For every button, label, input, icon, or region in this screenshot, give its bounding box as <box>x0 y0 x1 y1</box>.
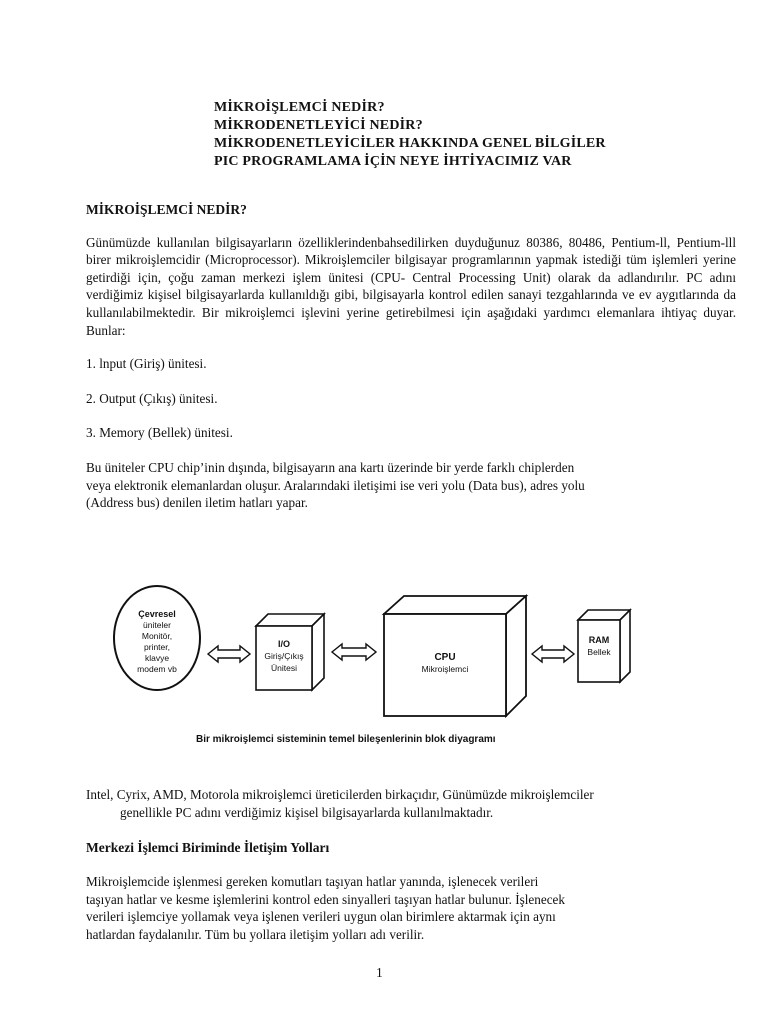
paragraph-line-indented: genellikle PC adını verdiğimiz kişisel bilgisayarlarda kullanılmaktadır. <box>120 804 494 820</box>
paragraph-line: Intel, Cyrix, AMD, Motorola mikroişlemci üreticilerden birkaçıdır, Günümüzde mikroişlemciler <box>86 787 594 802</box>
peripheral-label-3: Monitör, <box>141 631 173 641</box>
list-item-input: 1. lnput (Giriş) ünitesi. <box>86 356 207 372</box>
intro-paragraph: Günümüzde kullanılan bilgisayarların özelliklerindenbahsedilirken duyduğunuz 80386, 80486, Pentium-ll, Pentium-lll birer mikroişlemcidir (Microprocessor). Mikroişlemciler bilgisayar programlarının yapmak istediği tüm işlemleri yerine getirdiği için, çoğu zaman merkezi işlem ünitesi (CPU- Central Processing Unit) olarak da adlandırılır. PC adını verdiğimiz kişisel bilgisayarlarda kullanıldığı gibi, bilgisayarla kontrol edilen sanayi tezgahlarında ve ev aygıtlarında da kullanılabilmektedir. Bir mikroişlemci işlevini yerine getirebilmesi için aşağıdaki yardımcı elemanlara ihtiyaç duyar. Bunlar: <box>86 234 736 338</box>
peripheral-label-5: klavye <box>144 653 170 663</box>
title-line-3: MİKRODENETLEYİCİLER HAKKINDA GENEL BİLGİLER <box>214 136 606 151</box>
title-line-1: MİKROİŞLEMCİ NEDİR? <box>214 100 385 115</box>
block-diagram-svg <box>112 584 642 750</box>
title-line-2: MİKRODENETLEYİCİ NEDİR? <box>214 118 423 133</box>
peripheral-label-2: üniteler <box>143 620 171 630</box>
block-diagram <box>112 584 642 750</box>
paragraph-line: hatlardan faydalanılır. Tüm bu yollara iletişim yolları adı verilir. <box>86 926 425 942</box>
cpu-label-2: Mikroişlemci <box>421 664 469 674</box>
document-title-block <box>214 99 734 171</box>
io-label-3: Ünitesi <box>271 663 297 673</box>
peripheral-label-4: printer, <box>144 642 170 652</box>
double-arrow-icon <box>208 646 250 662</box>
paragraph-line: (Address bus) denilen iletim hatları yapar. <box>86 495 308 511</box>
ram-unit-box <box>578 610 630 682</box>
section-mikroislemci <box>86 201 736 512</box>
paragraph-line: veya elektronik elemanlardan oluşur. Aralarındaki iletişimi ise veri yolu (Data bus), adres yolu <box>86 477 585 493</box>
section-heading: MİKROİŞLEMCİ NEDİR? <box>86 202 247 217</box>
paragraph-line: taşıyan hatlar ve kesme işlemlerini kontrol eden sinyalleri taşıyan hatlar bulunur. İşlenecek <box>86 891 565 907</box>
list-item-output: 2. Output (Çıkış) ünitesi. <box>86 390 218 406</box>
communication-paragraph <box>86 873 676 943</box>
paragraph-line: Mikroişlemcide işlenmesi gereken komutları taşıyan hatlar yanında, işlenecek verileri <box>86 874 539 889</box>
double-arrow-icon <box>532 646 574 662</box>
diagram-caption: Bir mikroişlemci sisteminin temel bileşenlerinin blok diyagramı <box>196 734 496 745</box>
paragraph-line: verileri işlemciye yollamak veya işlenen verileri uygun olan birimlere aktarmak için aynı <box>86 909 556 925</box>
ram-label-2: Bellek <box>587 647 611 657</box>
peripheral-label-1: Çevresel <box>138 609 176 619</box>
io-label-2: Giriş/Çıkış <box>264 651 304 661</box>
section-heading-communication: Merkezi İşlemci Biriminde İletişim Yolları <box>86 840 330 855</box>
units-paragraph <box>86 459 688 512</box>
double-arrow-icon <box>332 644 376 660</box>
title-line-4: PIC PROGRAMLAMA İÇİN NEYE İHTİYACIMIZ VAR <box>214 154 572 169</box>
paragraph-line: Bu üniteler CPU chip’inin dışında, bilgisayarın ana kartı üzerinde bir yerde farklı chiplerden <box>86 459 575 475</box>
cpu-label-1: CPU <box>434 652 456 663</box>
ram-label-1: RAM <box>588 635 610 645</box>
manufacturers-paragraph <box>86 786 726 821</box>
list-item-memory: 3. Memory (Bellek) ünitesi. <box>86 425 233 441</box>
peripheral-label-6: modem vb <box>137 664 177 674</box>
page-number: 1 <box>376 965 383 980</box>
io-label-1: I/O <box>277 639 291 649</box>
